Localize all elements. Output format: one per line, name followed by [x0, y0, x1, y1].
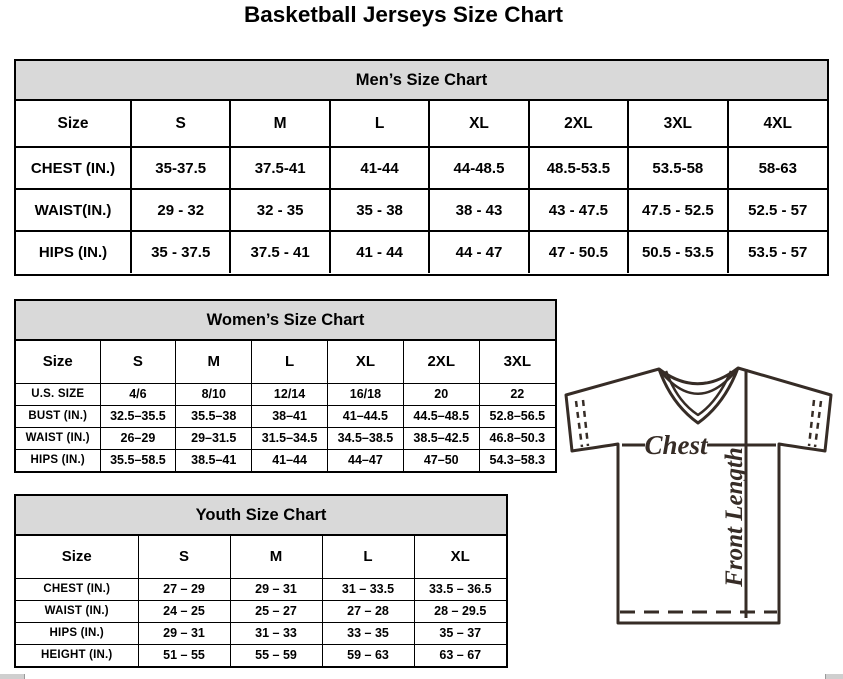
jersey-outline — [566, 368, 831, 623]
size-value-cell: 38–41 — [252, 405, 328, 427]
size-column-header: M — [230, 101, 329, 147]
measurement-row — [16, 578, 506, 600]
size-value-cell: 44–47 — [327, 449, 403, 471]
measurement-row-label: HIPS (IN.) — [16, 622, 138, 644]
size-header-row — [16, 536, 506, 578]
measurement-row — [16, 383, 555, 405]
size-value-cell: 31 – 33.5 — [322, 578, 414, 600]
jersey-measurement-diagram — [556, 355, 841, 645]
measurement-row-label: CHEST (IN.) — [16, 578, 138, 600]
measurement-row-label: CHEST (IN.) — [16, 147, 131, 189]
size-value-cell: 33 – 35 — [322, 622, 414, 644]
size-value-cell: 8/10 — [176, 383, 252, 405]
size-value-cell: 32.5–35.5 — [100, 405, 176, 427]
mens-chart-title: Men’s Size Chart — [16, 61, 827, 101]
size-value-cell: 4/6 — [100, 383, 176, 405]
size-value-cell: 37.5 - 41 — [230, 231, 329, 273]
size-value-cell: 41–44 — [252, 449, 328, 471]
mens-size-chart — [14, 59, 829, 276]
size-header-cell: Size — [16, 536, 138, 578]
size-value-cell: 35 – 37 — [414, 622, 506, 644]
size-value-cell: 54.3–58.3 — [479, 449, 555, 471]
size-value-cell: 12/14 — [252, 383, 328, 405]
youth-chart-title: Youth Size Chart — [16, 496, 506, 536]
size-value-cell: 29 – 31 — [230, 578, 322, 600]
size-column-header: XL — [327, 341, 403, 383]
size-value-cell: 46.8–50.3 — [479, 427, 555, 449]
size-value-cell: 32 - 35 — [230, 189, 329, 231]
size-value-cell: 38.5–41 — [176, 449, 252, 471]
mens-size-table — [16, 101, 827, 273]
size-column-header: M — [176, 341, 252, 383]
youth-size-chart — [14, 494, 508, 668]
size-column-header: 3XL — [628, 101, 727, 147]
size-value-cell: 52.8–56.5 — [479, 405, 555, 427]
size-column-header: L — [252, 341, 328, 383]
size-value-cell: 41-44 — [330, 147, 429, 189]
size-column-header: M — [230, 536, 322, 578]
size-column-header: XL — [414, 536, 506, 578]
size-value-cell: 16/18 — [327, 383, 403, 405]
size-value-cell: 25 – 27 — [230, 600, 322, 622]
size-value-cell: 50.5 - 53.5 — [628, 231, 727, 273]
measurement-row — [16, 622, 506, 644]
horizontal-scrollbar-right-button[interactable] — [825, 674, 843, 679]
size-value-cell: 29 - 32 — [131, 189, 230, 231]
size-column-header: L — [330, 101, 429, 147]
womens-size-table — [16, 341, 555, 471]
size-value-cell: 48.5-53.5 — [529, 147, 628, 189]
size-value-cell: 35-37.5 — [131, 147, 230, 189]
size-value-cell: 58-63 — [728, 147, 827, 189]
size-value-cell: 33.5 – 36.5 — [414, 578, 506, 600]
youth-size-table — [16, 536, 506, 666]
size-value-cell: 24 – 25 — [138, 600, 230, 622]
size-value-cell: 27 – 28 — [322, 600, 414, 622]
measurement-row-label: WAIST(IN.) — [16, 189, 131, 231]
measurement-row-label: WAIST (IN.) — [16, 427, 100, 449]
measurement-row-label: WAIST (IN.) — [16, 600, 138, 622]
size-value-cell: 53.5 - 57 — [728, 231, 827, 273]
size-header-cell: Size — [16, 341, 100, 383]
size-value-cell: 29–31.5 — [176, 427, 252, 449]
size-value-cell: 43 - 47.5 — [529, 189, 628, 231]
size-value-cell: 28 – 29.5 — [414, 600, 506, 622]
size-value-cell: 34.5–38.5 — [327, 427, 403, 449]
size-column-header: 4XL — [728, 101, 827, 147]
size-column-header: XL — [429, 101, 528, 147]
size-header-cell: Size — [16, 101, 131, 147]
front-length-label: Front Length — [721, 447, 748, 587]
measurement-row-label: BUST (IN.) — [16, 405, 100, 427]
size-value-cell: 31.5–34.5 — [252, 427, 328, 449]
womens-size-chart — [14, 299, 557, 473]
size-value-cell: 20 — [403, 383, 479, 405]
size-value-cell: 35 - 38 — [330, 189, 429, 231]
measurement-row — [16, 189, 827, 231]
measurement-row — [16, 231, 827, 273]
size-value-cell: 47.5 - 52.5 — [628, 189, 727, 231]
womens-chart-title: Women’s Size Chart — [16, 301, 555, 341]
measurement-row-label: HIPS (IN.) — [16, 449, 100, 471]
size-value-cell: 55 – 59 — [230, 644, 322, 666]
size-column-header: 2XL — [529, 101, 628, 147]
size-column-header: 3XL — [479, 341, 555, 383]
size-value-cell: 22 — [479, 383, 555, 405]
page-title: Basketball Jerseys Size Chart — [244, 2, 563, 27]
size-column-header: S — [131, 101, 230, 147]
size-value-cell: 47 - 50.5 — [529, 231, 628, 273]
size-value-cell: 44-48.5 — [429, 147, 528, 189]
size-value-cell: 59 – 63 — [322, 644, 414, 666]
size-header-row — [16, 101, 827, 147]
size-value-cell: 41–44.5 — [327, 405, 403, 427]
size-value-cell: 26–29 — [100, 427, 176, 449]
measurement-row — [16, 405, 555, 427]
measurement-row — [16, 600, 506, 622]
size-value-cell: 52.5 - 57 — [728, 189, 827, 231]
size-column-header: 2XL — [403, 341, 479, 383]
size-column-header: L — [322, 536, 414, 578]
size-column-header: S — [138, 536, 230, 578]
size-value-cell: 51 – 55 — [138, 644, 230, 666]
measurement-row — [16, 147, 827, 189]
size-value-cell: 38.5–42.5 — [403, 427, 479, 449]
size-value-cell: 47–50 — [403, 449, 479, 471]
measurement-row-label: HIPS (IN.) — [16, 231, 131, 273]
measurement-row — [16, 644, 506, 666]
size-value-cell: 27 – 29 — [138, 578, 230, 600]
measurement-row — [16, 427, 555, 449]
size-value-cell: 41 - 44 — [330, 231, 429, 273]
size-column-header: S — [100, 341, 176, 383]
size-value-cell: 29 – 31 — [138, 622, 230, 644]
chest-label: Chest — [644, 430, 708, 460]
horizontal-scrollbar-left-button[interactable] — [0, 674, 25, 679]
size-value-cell: 44 - 47 — [429, 231, 528, 273]
size-value-cell: 31 – 33 — [230, 622, 322, 644]
size-value-cell: 53.5-58 — [628, 147, 727, 189]
size-value-cell: 35.5–58.5 — [100, 449, 176, 471]
measurement-row-label: U.S. SIZE — [16, 383, 100, 405]
size-value-cell: 35.5–38 — [176, 405, 252, 427]
size-value-cell: 35 - 37.5 — [131, 231, 230, 273]
size-header-row — [16, 341, 555, 383]
size-value-cell: 63 – 67 — [414, 644, 506, 666]
size-value-cell: 38 - 43 — [429, 189, 528, 231]
measurement-row-label: HEIGHT (IN.) — [16, 644, 138, 666]
size-value-cell: 37.5-41 — [230, 147, 329, 189]
size-value-cell: 44.5–48.5 — [403, 405, 479, 427]
measurement-row — [16, 449, 555, 471]
